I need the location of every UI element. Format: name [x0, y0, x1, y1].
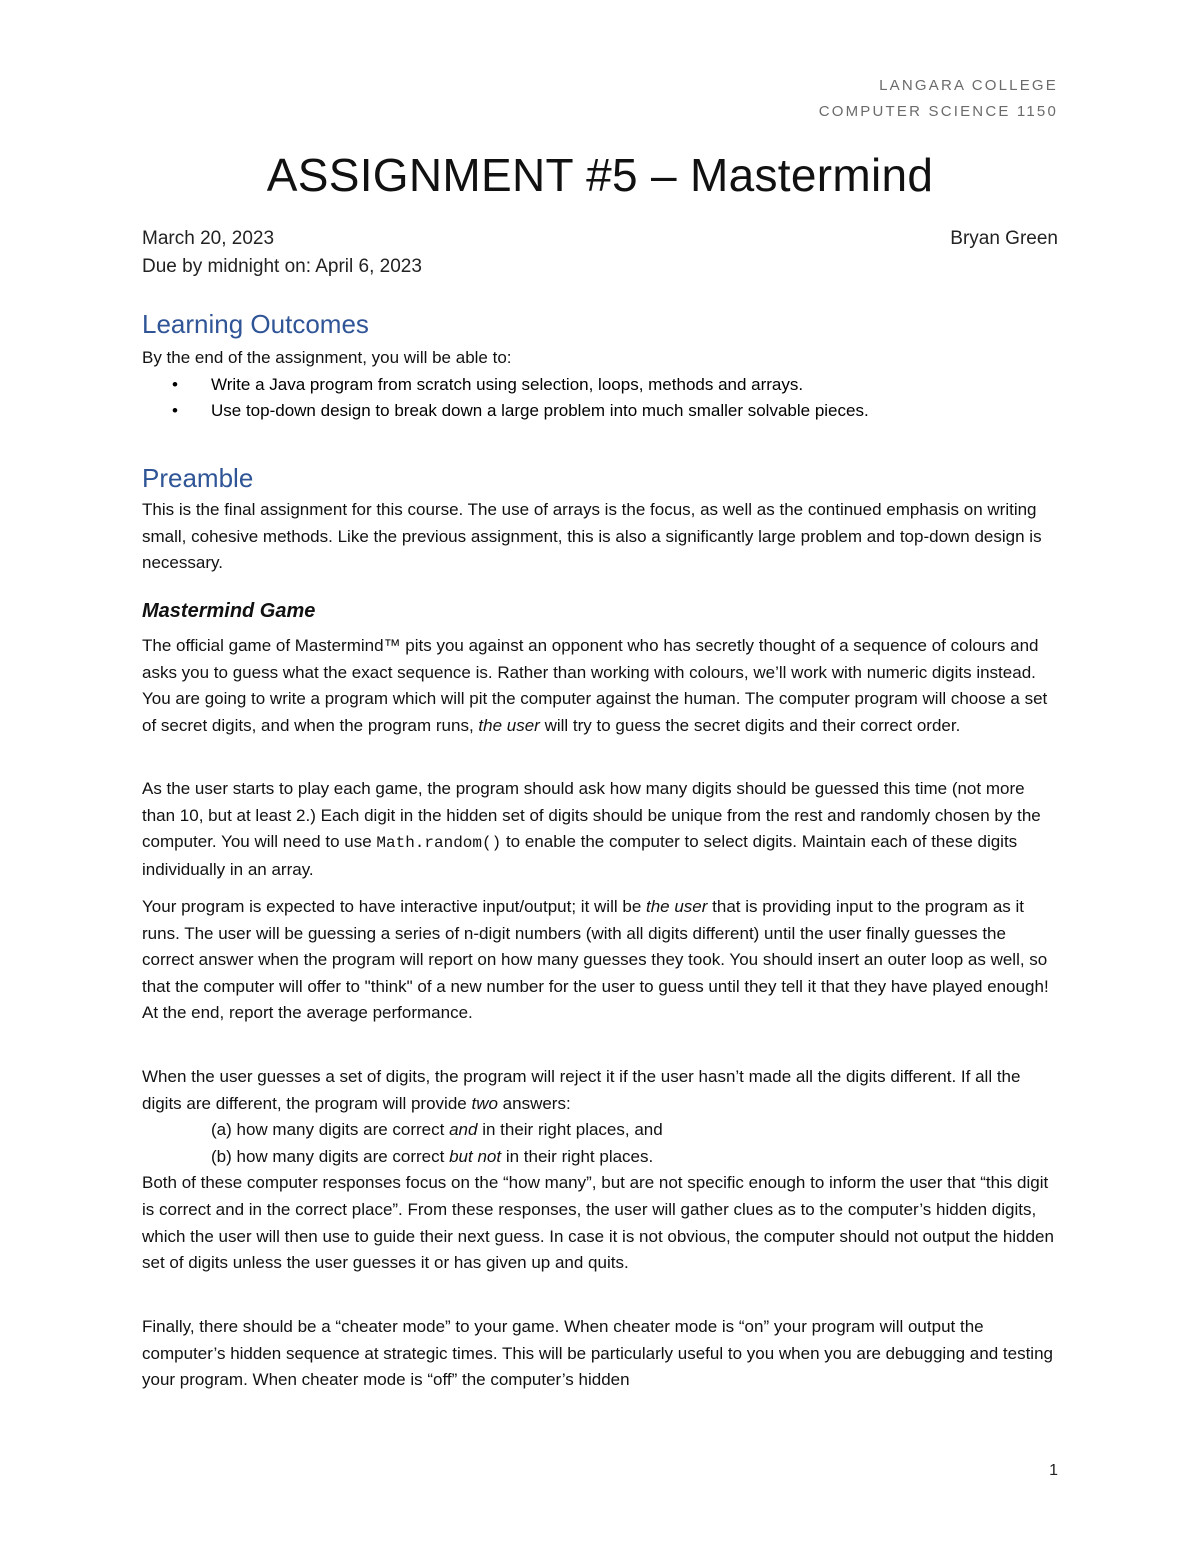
page-number: 1	[1049, 1462, 1058, 1479]
due-date: Due by midnight on: April 6, 2023	[142, 256, 422, 277]
heading-learning-outcomes: Learning Outcomes	[142, 309, 369, 339]
page-title: ASSIGNMENT #5 – Mastermind	[266, 149, 934, 201]
learning-outcomes-intro: By the end of the assignment, you will be able to:	[142, 348, 512, 367]
game-paragraph-6: Finally, there should be a “cheater mode” to your game. When cheater mode is “on” your program will output the computer’s hidden sequence at strategic times. This will be particularly useful to you when you are debugging and testing your program. When cheater mode is “off” the computer’s hidden	[142, 1317, 1053, 1390]
list-item: • Write a Java program from scratch using selection, loops, methods and arrays.	[172, 372, 1062, 398]
code-math-random: Math.random()	[376, 834, 502, 853]
preamble-paragraph: This is the final assignment for this course. The use of arrays is the focus, as well as the continued emphasis on writing small, cohesive methods. Like the previous assignment, this is also a significantly large problem and top-down design is necessary.	[142, 500, 1042, 573]
learning-outcomes-list	[172, 372, 1062, 424]
heading-preamble: Preamble	[142, 463, 254, 493]
game-paragraph-3: Your program is expected to have interactive input/output; it will be the user that is providing input to the program as it runs. The user will be guessing a series of n-digit numbers (with all digits different) until the user finally guesses the correct answer when the program will report on how many guesses they took. You should insert an outer loop as well, so that the computer will offer to "think" of a new number for the user to guess until they tell it that they have played enough! At the end, report the average performance.	[142, 897, 1049, 1023]
header-course: COMPUTER SCIENCE 1150	[818, 103, 1058, 120]
answer-b: (b) how many digits are correct but not in their right places.	[211, 1146, 654, 1166]
assignment-date: March 20, 2023	[142, 228, 275, 249]
game-paragraph-1: The official game of Mastermind™ pits you against an opponent who has secretly thought of a sequence of colours and asks you to guess what the exact sequence is. Rather than working with colours, we’ll work with numeric digits instead. You are going to write a program which will pit the computer against the human. The computer program will choose a set of secret digits, and when the program runs, the user will try to guess the secret digits and their correct order.	[142, 636, 1048, 735]
heading-mastermind-game: Mastermind Game	[142, 600, 316, 622]
author-name: Bryan Green	[950, 228, 1058, 249]
game-paragraph-4: When the user guesses a set of digits, the program will reject it if the user hasn’t made all the digits different. If all the digits are different, the program will provide two answers: (a) how many digits are correct and in their right places, and (b) how many digits are correct but not in their right places. Both of these computer responses focus on the “how many”, but are not specific enough to inform the user that “this digit is correct and in the correct place”. From these responses, the user will gather clues as to the computer’s hidden digits, which the user will then use to guide their next guess. In case it is not obvious, the computer should not output the hidden set of digits unless the user guesses it or has given up and quits.	[142, 1064, 1060, 1277]
answer-a: (a) how many digits are correct and in their right places, and	[211, 1120, 663, 1140]
list-item: • Use top-down design to break down a large problem into much smaller solvable pieces.	[172, 398, 1062, 424]
header-college: LANGARA COLLEGE	[879, 77, 1058, 94]
game-paragraph-2: As the user starts to play each game, the program should ask how many digits should be guessed this time (not more than 10, but at least 2.) Each digit in the hidden set of digits should be unique from the rest and randomly chosen by the computer. You will need to use Math.random() to enable the computer to select digits. Maintain each of these digits individually in an array.	[142, 779, 1041, 879]
